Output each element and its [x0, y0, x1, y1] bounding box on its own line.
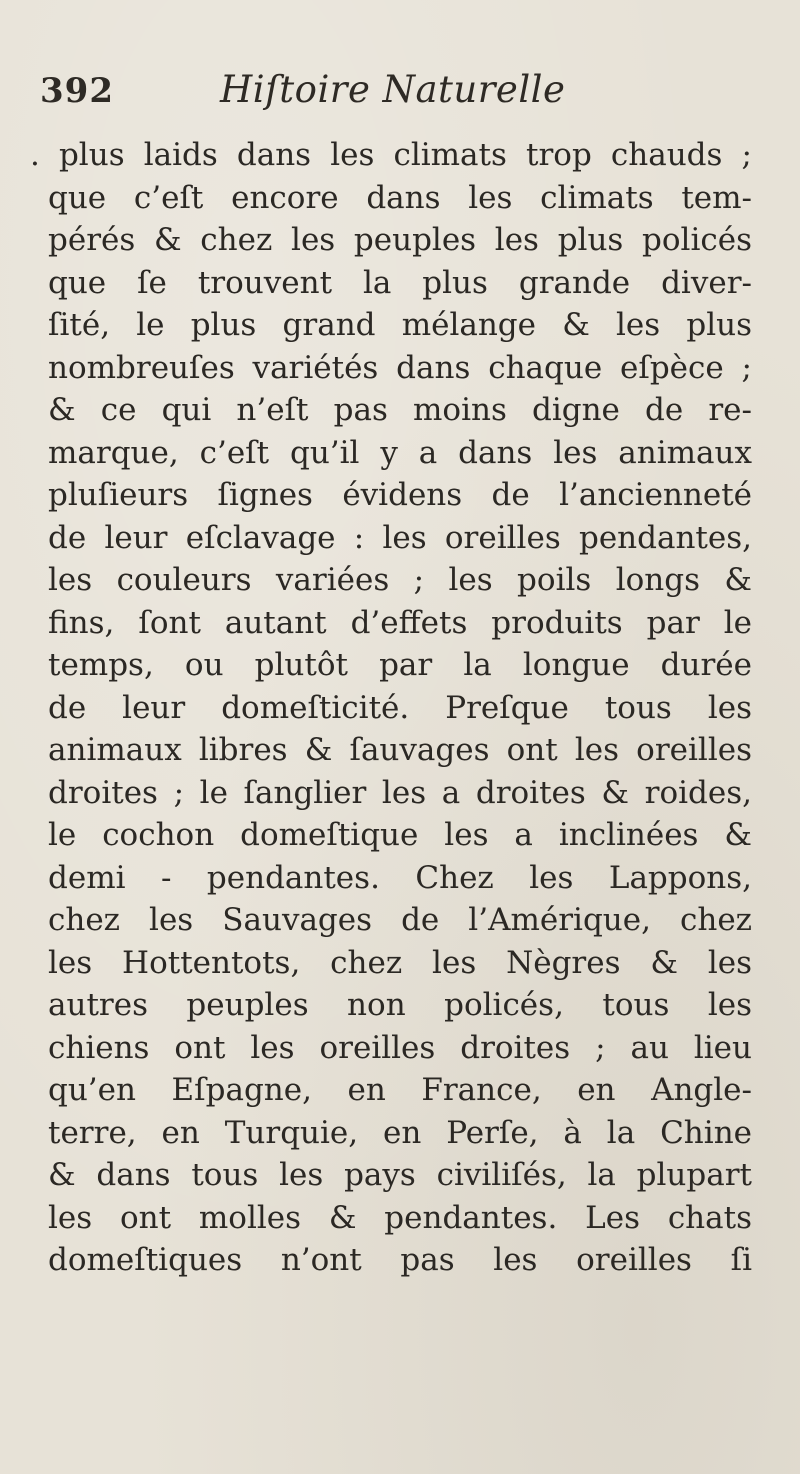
text-line: marque, c’eſt qu’il y a dans les animaux [48, 434, 752, 471]
text-line: domeſtiques n’ont pas les oreilles ſi [48, 1242, 752, 1278]
text-line: que ſe trouvent la plus grande diver- [48, 264, 752, 301]
body-text [30, 134, 752, 1282]
text-line: de leur eſclavage : les oreilles pendantes, [48, 519, 752, 556]
text-line: droites ; le ſanglier les a droites & roides, [48, 774, 752, 811]
text-line: les couleurs variées ; les poils longs & [48, 562, 752, 598]
text-line: ſité, le plus grand mélange & les plus [48, 307, 752, 343]
text-line: autres peuples non policés, tous les [48, 987, 752, 1023]
running-head [40, 68, 760, 128]
text-line: chiens ont les oreilles droites ; au lieu [48, 1029, 752, 1066]
text-line: de leur domeſticité. Preſque tous les [48, 689, 752, 726]
text-line: & dans tous les pays civiliſés, la plupart [48, 1157, 752, 1193]
text-line: fins, ſont autant d’effets produits par le [48, 604, 752, 641]
page-number: 392 [40, 71, 114, 111]
text-line: . plus laids dans les climats trop chauds ; [30, 137, 752, 173]
text-line: le cochon domeſtique les a inclinées & [48, 817, 752, 853]
text-line: temps, ou plutôt par la longue durée [48, 647, 752, 683]
text-line: les Hottentots, chez les Nègres & les [48, 944, 752, 981]
text-line: les ont molles & pendantes. Les chats [48, 1199, 752, 1236]
text-line: pérés & chez les peuples les plus policés [48, 222, 752, 258]
text-line: demi - pendantes. Chez les Lappons, [48, 859, 752, 896]
running-title: Hiſtoire Naturelle [220, 68, 566, 111]
text-line: & ce qui n’eſt pas moins digne de re- [48, 392, 752, 428]
text-line: pluſieurs ſignes évidens de l’ancienneté [48, 477, 752, 513]
text-line: qu’en Eſpagne, en France, en Angle- [48, 1072, 752, 1108]
text-line: que c’eſt encore dans les climats tem- [48, 179, 752, 216]
text-line: chez les Sauvages de l’Amérique, chez [48, 902, 752, 938]
text-line: animaux libres & ſauvages ont les oreilles [48, 732, 752, 768]
text-line: terre, en Turquie, en Perſe, à la Chine [48, 1114, 752, 1151]
text-line: nombreuſes variétés dans chaque eſpèce ; [48, 349, 752, 386]
